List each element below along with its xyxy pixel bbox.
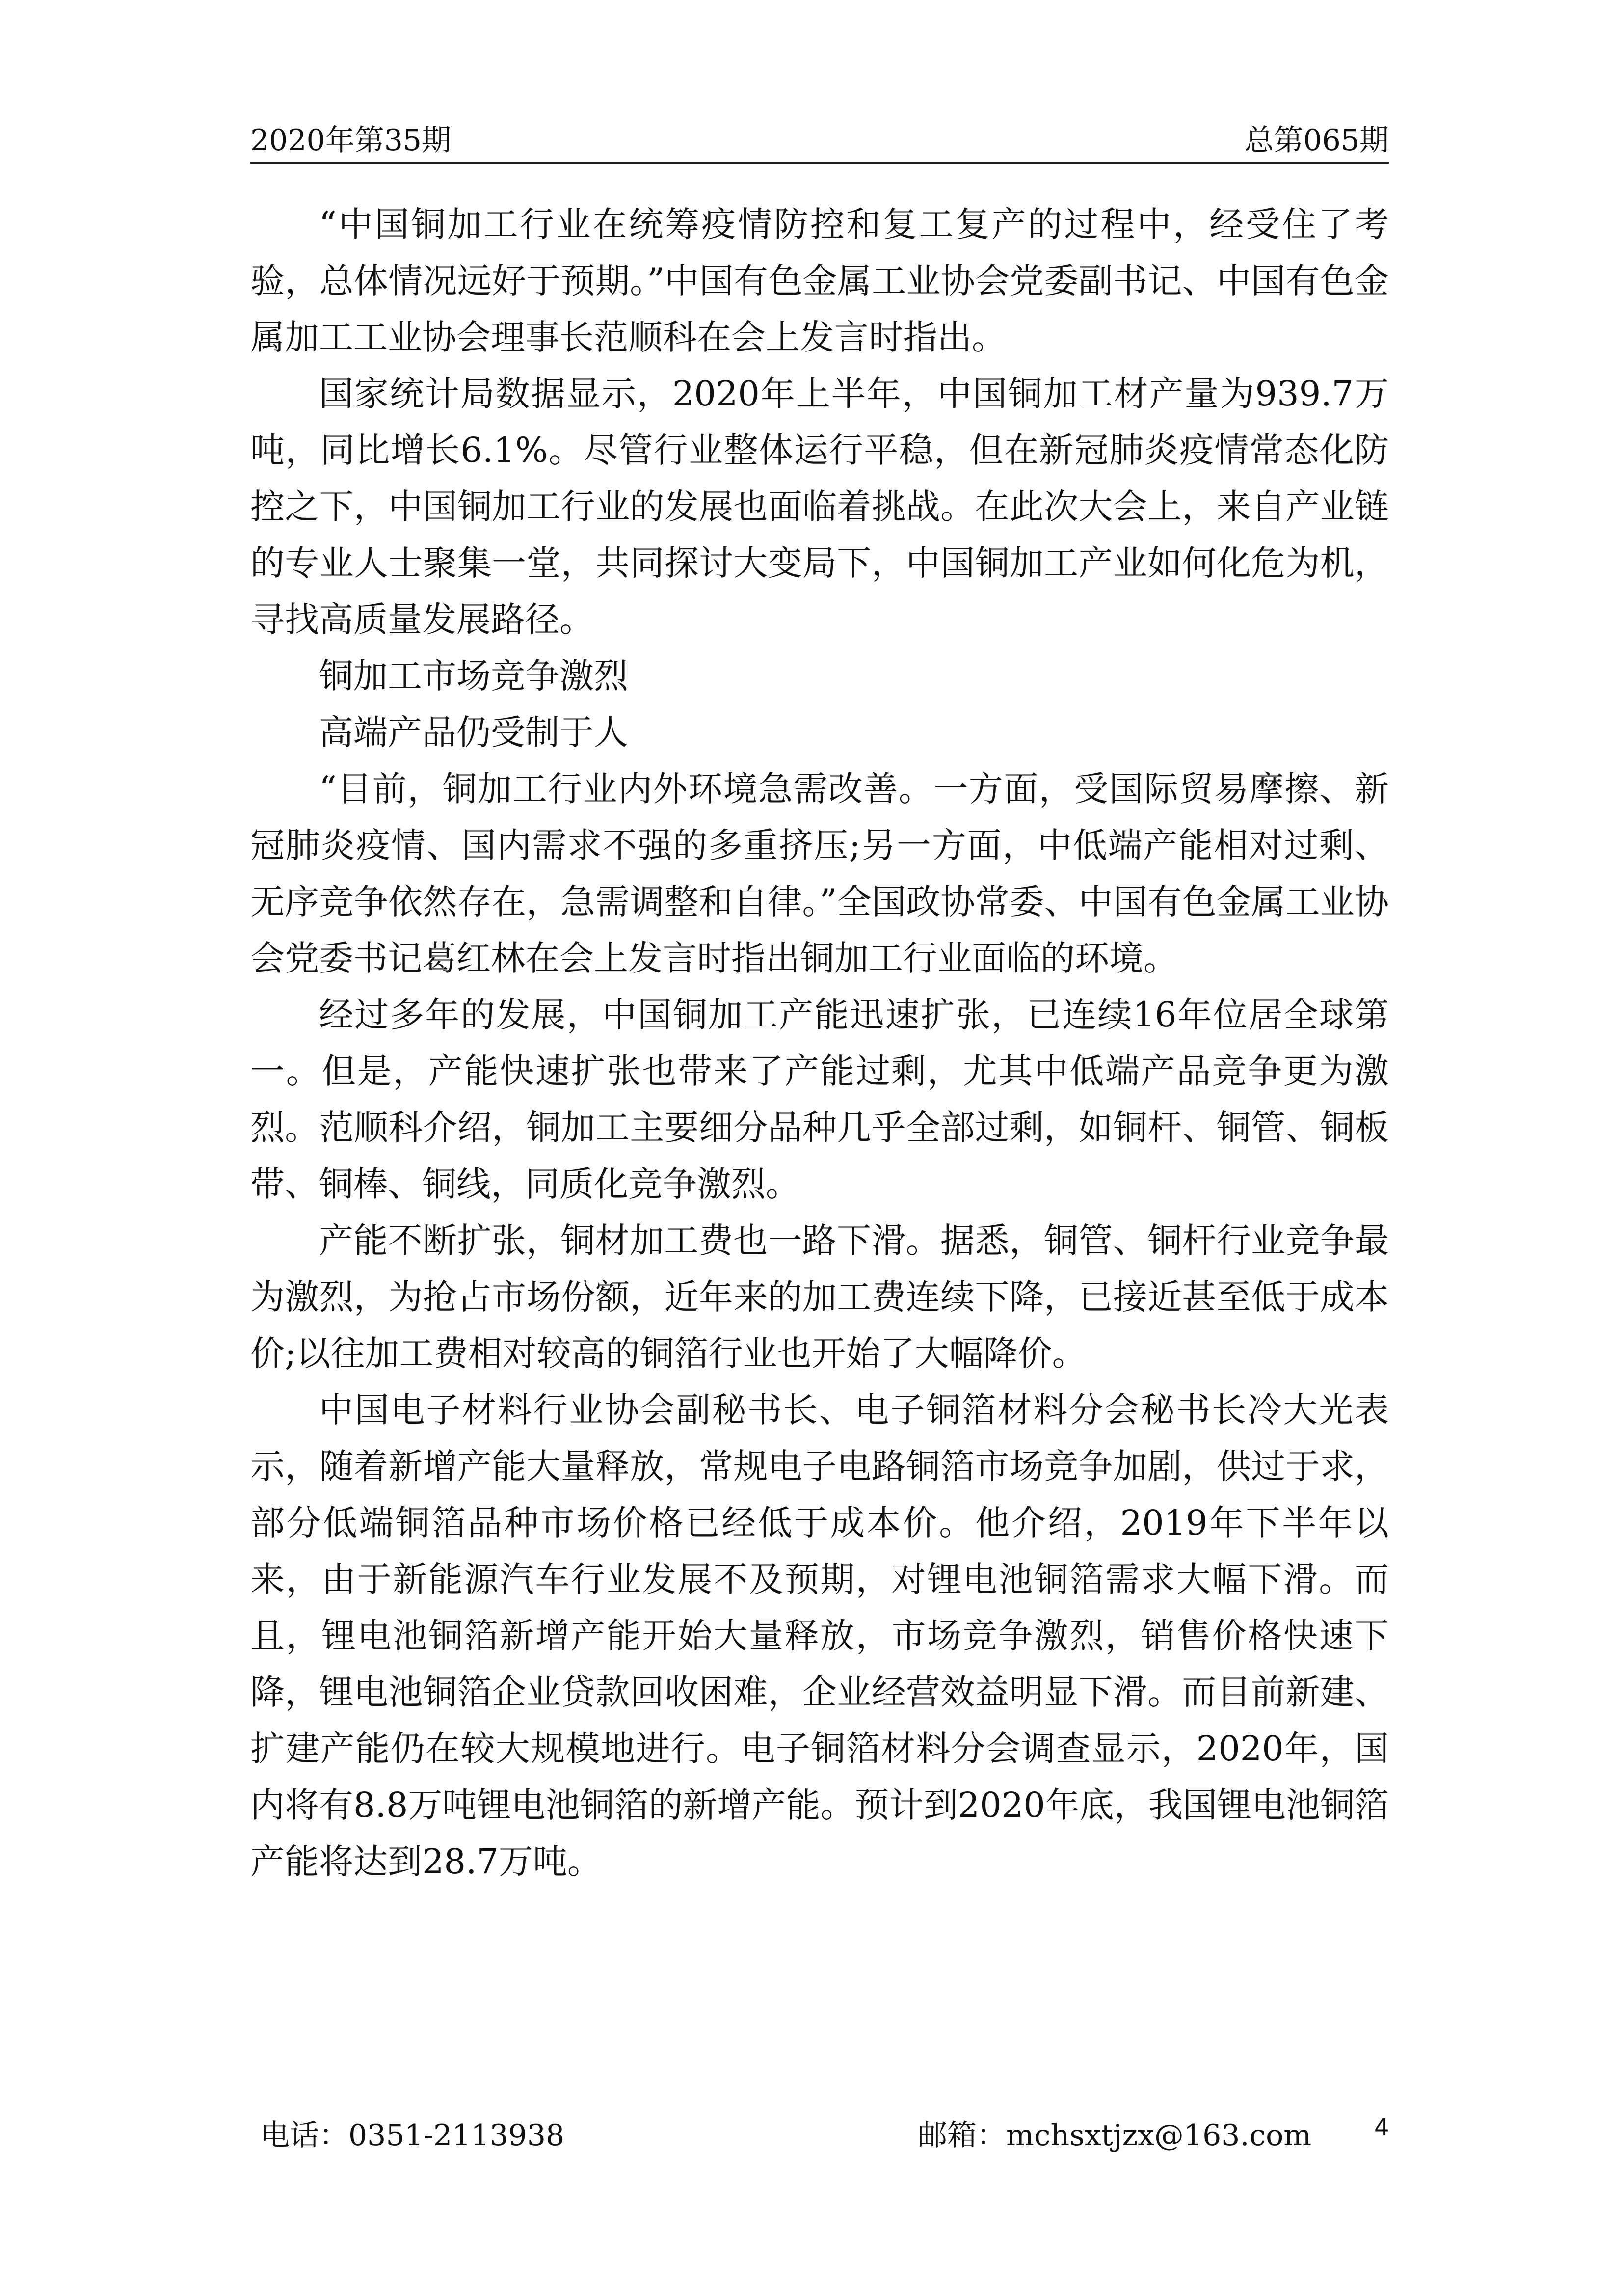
- article-body: [250, 196, 1389, 1890]
- paragraph-copper-foil: 中国电子材料行业协会副秘书长、电子铜箔材料分会秘书长冷大光表示，随着新增产能大量释放，常规电子电路铜箔市场竞争加剧，供过于求，部分低端铜箔品种市场价格已经低于成本价。他介绍，2019年下半年以来，由于新能源汽车行业发展不及预期，对锂电池铜箔需求大幅下滑。而且，锂电池铜箔新增产能开始大量释放，市场竞争激烈，销售价格快速下降，锂电池铜箔企业贷款回收困难，企业经营效益明显下滑。而目前新建、扩建产能仍在较大规模地进行。电子铜箔材料分会调查显示，2020年，国内将有8.8万吨锂电池铜箔的新增产能。预计到2020年底，我国锂电池铜箔产能将达到28.7万吨。: [250, 1390, 1389, 1882]
- page-footer: [250, 2111, 1389, 2160]
- issue-number: 2020年第35期: [250, 123, 452, 158]
- section-heading-line-1: 铜加工市场竞争激烈: [319, 656, 628, 696]
- paragraph-environment-quote: “目前，铜加工行业内外环境急需改善。一方面，受国际贸易摩擦、新冠肺炎疫情、国内需求不强的多重挤压;另一方面，中低端产能相对过剩、无序竞争依然存在，急需调整和自律。”全国政协常委、中国有色金属工业协会党委书记葛红林在会上发言时指出铜加工行业面临的环境。: [250, 769, 1389, 978]
- paragraph-processing-fees: 产能不断扩张，铜材加工费也一路下滑。据悉，铜管、铜杆行业竞争最为激烈，为抢占市场份额，近年来的加工费连续下降，已接近甚至低于成本价;以往加工费相对较高的铜箔行业也开始了大幅降价。: [250, 1220, 1389, 1374]
- page-number: 4: [1374, 2114, 1389, 2141]
- contact-email: 邮箱：mchsxtjzx@163.com: [918, 2118, 1312, 2153]
- page-header: [250, 118, 1389, 164]
- total-issue-number: 总第065期: [1244, 123, 1389, 158]
- paragraph-quote-intro: “中国铜加工行业在统筹疫情防控和复工复产的过程中，经受住了考验，总体情况远好于预期。”中国有色金属工业协会党委副书记、中国有色金属加工工业协会理事长范顺科在会上发言时指出。: [250, 204, 1389, 357]
- paragraph-capacity-expansion: 经过多年的发展，中国铜加工产能迅速扩张，已连续16年位居全球第一。但是，产能快速扩张也带来了产能过剩，尤其中低端产品竞争更为激烈。范顺科介绍，铜加工主要细分品种几乎全部过剩，如铜杆、铜管、铜板带、铜棒、铜线，同质化竞争激烈。: [250, 995, 1389, 1204]
- paragraph-statistics: 国家统计局数据显示，2020年上半年，中国铜加工材产量为939.7万吨，同比增长6.1%。尽管行业整体运行平稳，但在新冠肺炎疫情常态化防控之下，中国铜加工行业的发展也面临着挑战。在此次大会上，来自产业链的专业人士聚集一堂，共同探讨大变局下，中国铜加工产业如何化危为机，寻找高质量发展路径。: [250, 374, 1389, 640]
- section-heading-line-2: 高端产品仍受制于人: [319, 712, 628, 753]
- contact-phone: 电话：0351-2113938: [260, 2118, 565, 2153]
